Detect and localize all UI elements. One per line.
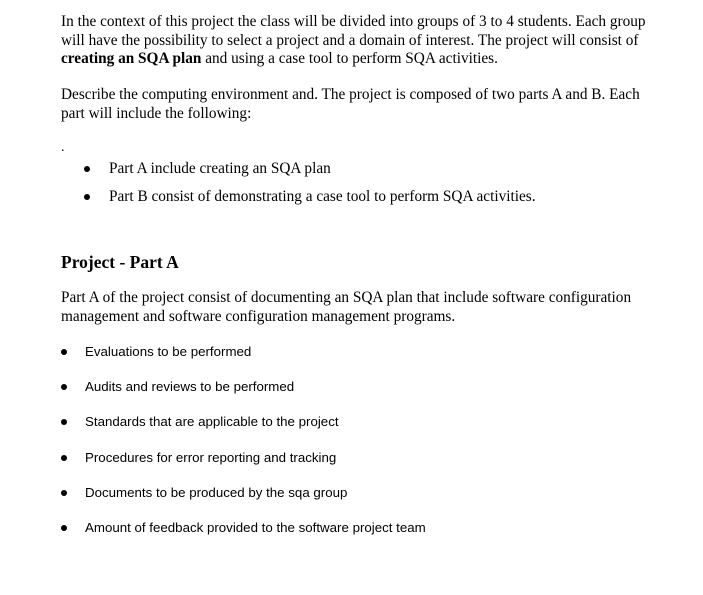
part-a-items-list [61,342,621,553]
stray-period-mark: . [61,140,65,155]
bullet-icon [84,194,90,200]
list-item [61,448,621,483]
list-item [84,187,644,215]
intro-text-after: and using a case tool to perform SQA activities. [201,50,498,67]
bullet-icon [84,166,90,172]
bullet-icon [61,419,67,425]
bullet-icon [61,384,67,390]
list-item [61,483,621,518]
bullet-icon [61,490,67,496]
list-item-text: Amount of feedback provided to the software project team [85,519,426,535]
list-item [61,342,621,377]
list-item-text: Audits and reviews to be performed [85,379,295,395]
section-heading: Project - Part A [61,252,179,272]
bullet-icon [61,525,67,531]
list-item [84,159,644,187]
list-item [61,412,621,447]
list-item [61,377,621,412]
list-item-text: Procedures for error reporting and tracking [85,449,337,465]
list-item-text: Documents to be produced by the sqa group [85,484,348,500]
intro-paragraph [61,13,661,69]
parts-list [84,159,644,215]
list-item-text: Standards that are applicable to the project [85,414,339,430]
list-item-text: Part A include creating an SQA plan [109,160,331,177]
list-item-text: Part B consist of demonstrating a case tool to perform SQA activities. [109,188,536,205]
list-item-text: Evaluations to be performed [85,344,252,359]
bullet-icon [61,455,67,461]
bullet-icon [61,349,67,355]
part-a-description: Part A of the project consist of documenting an SQA plan that include software configuration management and software configuration management programs. [61,289,632,325]
list-item [61,518,621,553]
intro-text-before: In the context of this project the class will be divided into groups of 3 to 4 students. Each group will have the possibility to select a project and a domain of interest. The project will consist of [61,13,646,49]
environment-paragraph: Describe the computing environment and. The project is composed of two parts A and B. Each part will include the following: [61,86,640,122]
intro-bold-phrase: creating an SQA plan [61,50,202,67]
